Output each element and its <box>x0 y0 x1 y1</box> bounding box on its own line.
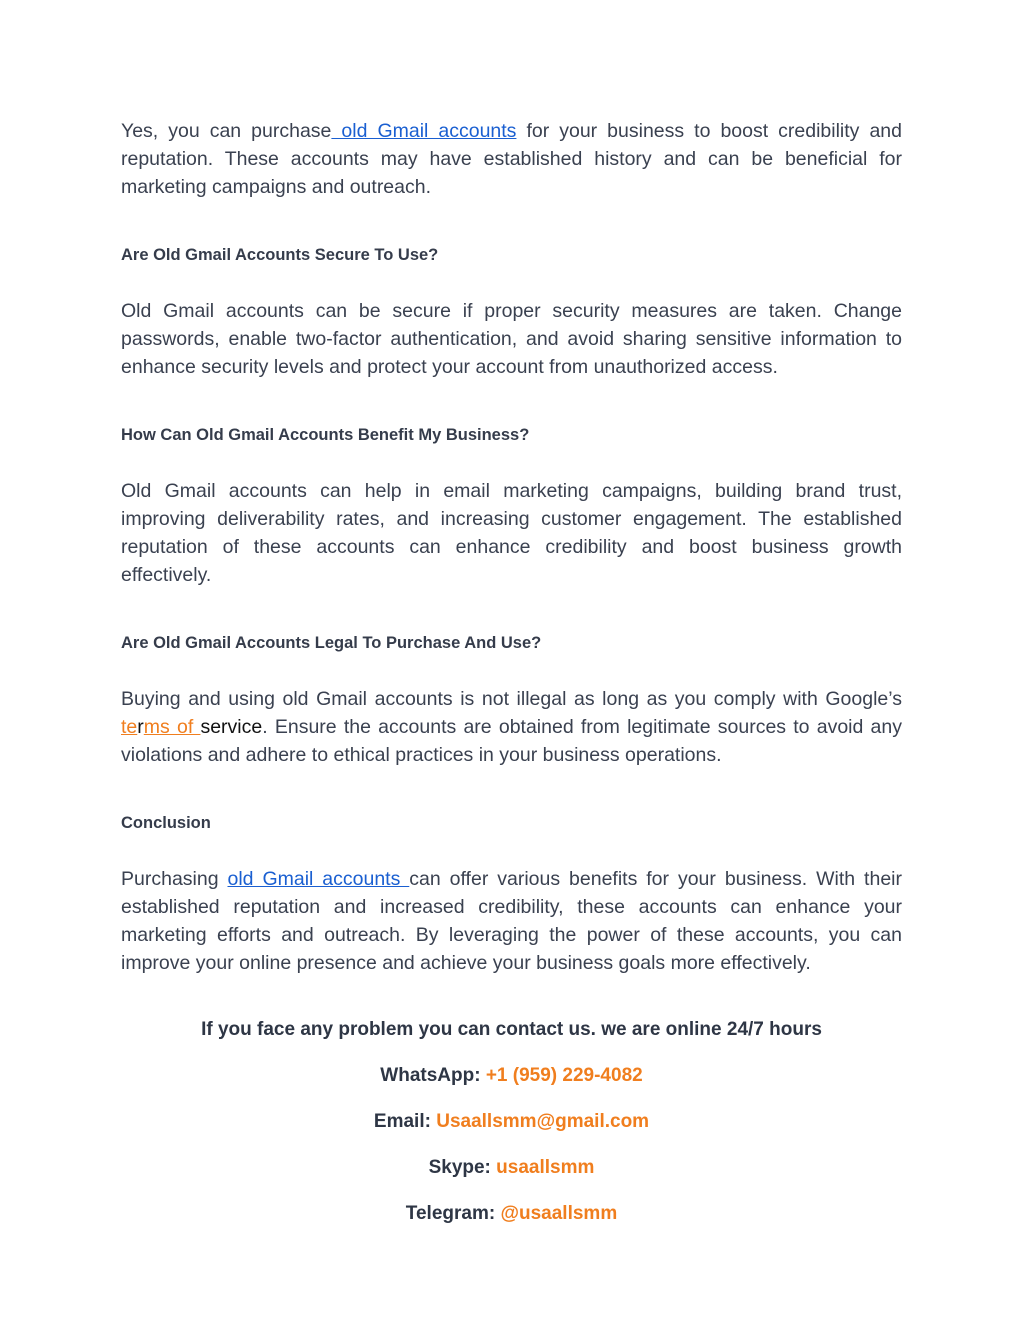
old-gmail-accounts-link[interactable]: old Gmail accounts <box>331 120 517 142</box>
skype-handle[interactable]: usaallsmm <box>496 1157 595 1178</box>
conclusion-paragraph <box>121 865 902 977</box>
intro-paragraph <box>121 117 902 201</box>
contact-headline: If you face any problem you can contact us. we are online 24/7 hours <box>201 1019 822 1040</box>
faq-question-secure: Are Old Gmail Accounts Secure To Use? <box>121 246 439 264</box>
terms-link-part-d[interactable]: service <box>200 716 263 738</box>
faq-answer-benefit: Old Gmail accounts can help in email marketing campaigns, building brand trust, improving deliverability rates, and increasing customer engagement. The established reputation of these accounts can enhance credibility and boost business growth effectively. <box>121 480 902 586</box>
legal-text-pre: Buying and using old Gmail accounts is not illegal as long as you comply with Google’s <box>121 688 902 710</box>
terms-link-part-b[interactable]: r <box>137 716 144 738</box>
terms-link-part-c[interactable]: ms of <box>143 716 201 738</box>
faq-answer-secure: Old Gmail accounts can be secure if proper security measures are taken. Change passwords, enable two-factor authentication, and avoid sharing sensitive information to enhance security levels and protect your account from unauthorized access. <box>121 300 902 378</box>
whatsapp-number[interactable]: +1 (959) 229-4082 <box>485 1065 643 1086</box>
skype-label: Skype: <box>428 1157 497 1178</box>
conclusion-heading: Conclusion <box>121 814 211 832</box>
conclusion-old-gmail-link[interactable]: old Gmail accounts <box>227 868 410 890</box>
faq-answer-legal <box>121 685 902 769</box>
document-page <box>121 117 902 1227</box>
intro-text-post: for your business to boost credibility and reputation. These accounts may have established history and can be beneficial for marketing campaigns and outreach. <box>121 120 902 198</box>
whatsapp-label: WhatsApp: <box>380 1065 486 1086</box>
skype-line <box>121 1155 902 1181</box>
telegram-handle[interactable]: @usaallsmm <box>500 1203 618 1224</box>
faq-question-legal: Are Old Gmail Accounts Legal To Purchase And Use? <box>121 634 542 652</box>
faq-question-benefit: How Can Old Gmail Accounts Benefit My Business? <box>121 426 530 444</box>
telegram-label: Telegram: <box>405 1203 501 1224</box>
email-line <box>121 1109 902 1135</box>
telegram-line <box>121 1201 902 1227</box>
whatsapp-line <box>121 1063 902 1089</box>
email-address[interactable]: Usaallsmm@gmail.com <box>436 1111 650 1132</box>
legal-text-post: . Ensure the accounts are obtained from legitimate sources to avoid any violations and adhere to ethical practices in your business operations. <box>121 716 902 766</box>
conclusion-text-pre: Purchasing <box>121 868 228 890</box>
email-label: Email: <box>373 1111 437 1132</box>
intro-text-pre: Yes, you can purchase <box>121 120 332 142</box>
conclusion-text-post: can offer various benefits for your business. With their established reputation and increased credibility, these accounts can enhance your marketing efforts and outreach. By leveraging the power of these accounts, you can improve your online presence and achieve your business goals more effectively. <box>121 868 902 974</box>
terms-link-part-a[interactable]: te <box>121 716 138 738</box>
